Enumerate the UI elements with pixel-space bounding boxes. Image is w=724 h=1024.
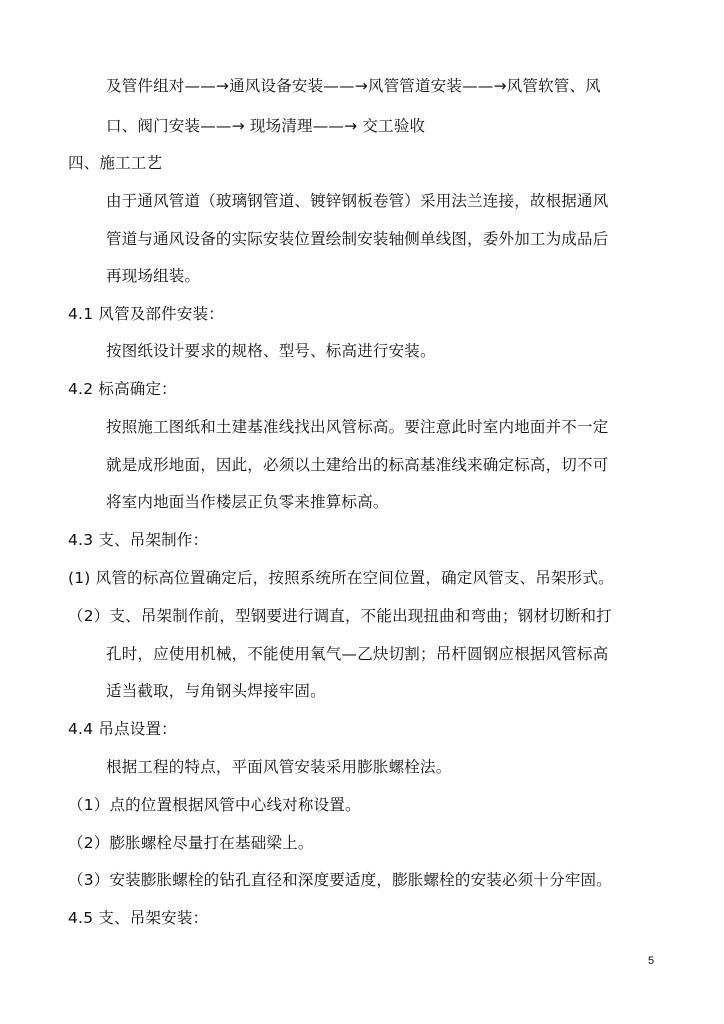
text-line: 管道与通风设备的实际安装位置绘制安装轴侧单线图，委外加工为成品后 [106,230,609,248]
text-line: 口、阀门安装——→ 现场清理——→ 交工验收 [106,117,426,135]
text-line: 按照施工图纸和土建基准线找出风管标高。要注意此时室内地面并不一定 [106,418,609,436]
list-item: （3）安装膨胀螺栓的钻孔直径和深度要适度，膨胀螺栓的安装必须十分牢固。 [68,871,612,889]
list-item: （1）点的位置根据风管中心线对称设置。 [68,796,361,814]
text-line: 再现场组装。 [106,267,201,285]
subsection-heading: 4.4 吊点设置： [68,720,177,738]
text-line: 就是成形地面，因此，必须以土建给出的标高基准线来确定标高，切不可 [106,456,609,474]
list-item: （2）支、吊架制作前，型钢要进行调直，不能出现扭曲和弯曲；钢材切断和打 [68,607,612,625]
page-number: 5 [648,955,655,967]
subsection-heading: 4.2 标高确定： [68,380,177,398]
text-line: 适当截取，与角钢头焊接牢固。 [106,682,326,700]
text-line: 按图纸设计要求的规格、型号、标高进行安装。 [106,342,436,360]
list-item: (1) 风管的标高位置确定后，按照系统所在空间位置，确定风管支、吊架形式。 [68,569,614,587]
text-line: 由于通风管道（玻璃钢管道、镀锌钢板卷管）采用法兰连接，故根据通风 [106,192,609,210]
subsection-heading: 4.1 风管及部件安装： [68,305,224,323]
text-line: 孔时，应使用机械，不能使用氧气—乙炔切割；吊杆圆钢应根据风管标高 [106,645,609,663]
subsection-heading: 4.3 支、吊架制作： [68,531,209,549]
text-line: 根据工程的特点，平面风管安装采用膨胀螺栓法。 [106,758,452,776]
subsection-heading: 4.5 支、吊架安装： [68,909,209,927]
text-line: 及管件组对——→通风设备安装——→风管管道安装——→风管软管、风 [106,77,601,95]
list-item: （2）膨胀螺栓尽量打在基础梁上。 [68,834,314,852]
text-line: 将室内地面当作楼层正负零来推算标高。 [106,493,389,511]
section-heading: 四、施工工艺 [68,154,163,172]
